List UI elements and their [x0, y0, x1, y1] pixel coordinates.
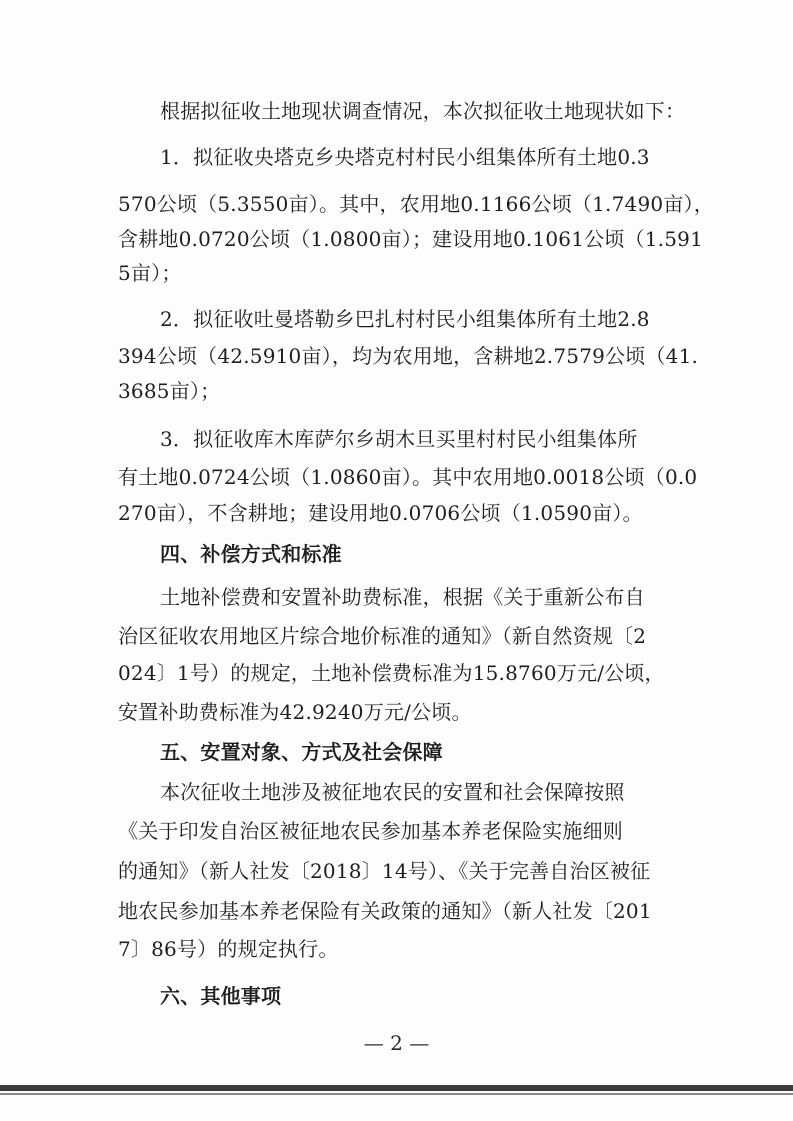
item-1-line-3: 含耕地0.0720公顷（1.0800亩）；建设用地0.1061公顷（1.591: [118, 227, 703, 251]
bottom-border: [0, 1085, 793, 1091]
section-4-line-2: 治区征收农用地区片综合地价标准的通知》（新自然资规〔2: [118, 624, 647, 648]
item-2-line-3: 3685亩）；: [118, 379, 221, 403]
item-1-line-4: 5亩）；: [118, 261, 182, 285]
section-4-line-1: 土地补偿费和安置补助费标准，根据《关于重新公布自: [160, 585, 645, 609]
page-number: — 2 —: [363, 1031, 430, 1055]
section-5-line-2: 《关于印发自治区被征地农民参加基本养老保险实施细则: [118, 819, 623, 843]
item-3-line-3: 270亩），不含耕地；建设用地0.0706公顷（1.0590亩）。: [118, 501, 643, 525]
section-5-heading: 五、安置对象、方式及社会保障: [160, 740, 443, 764]
section-5-line-5: 7〕86号）的规定执行。: [118, 937, 339, 961]
section-6-heading: 六、其他事项: [160, 984, 282, 1008]
item-1-line-1: 1．拟征收央塔克乡央塔克村村民小组集体所有土地0.3: [160, 145, 650, 169]
section-5-line-4: 地农民参加基本养老保险有关政策的通知》（新人社发〔201: [118, 899, 652, 923]
section-5-line-3: 的通知》（新人社发〔2018〕14号）、《关于完善自治区被征: [118, 859, 651, 883]
section-4-heading: 四、补偿方式和标准: [160, 542, 342, 566]
paragraph-intro: 根据拟征收土地现状调查情况，本次拟征收土地现状如下：: [160, 99, 686, 123]
item-1-line-2: 570公顷（5.3550亩）。其中，农用地0.1166公顷（1.7490亩），: [118, 192, 714, 216]
item-2-line-2: 394公顷（42.5910亩），均为农用地，含耕地2.7579公顷（41.: [118, 344, 699, 368]
item-3-line-1: 3．拟征收库木库萨尔乡胡木旦买里村村民小组集体所: [160, 427, 638, 451]
section-4-line-4: 安置补助费标准为42.9240万元/公顷。: [118, 700, 472, 724]
item-3-line-2: 有土地0.0724公顷（1.0860亩）。其中农用地0.0018公顷（0.0: [118, 465, 698, 489]
section-5-line-1: 本次征收土地涉及被征地农民的安置和社会保障按照: [160, 780, 625, 804]
item-2-line-1: 2．拟征收吐曼塔勒乡巴扎村村民小组集体所有土地2.8: [160, 307, 650, 331]
section-4-line-3: 024〕1号）的规定，土地补偿费标准为15.8760万元/公顷，: [118, 661, 665, 685]
bottom-border-thin: [0, 1093, 793, 1095]
